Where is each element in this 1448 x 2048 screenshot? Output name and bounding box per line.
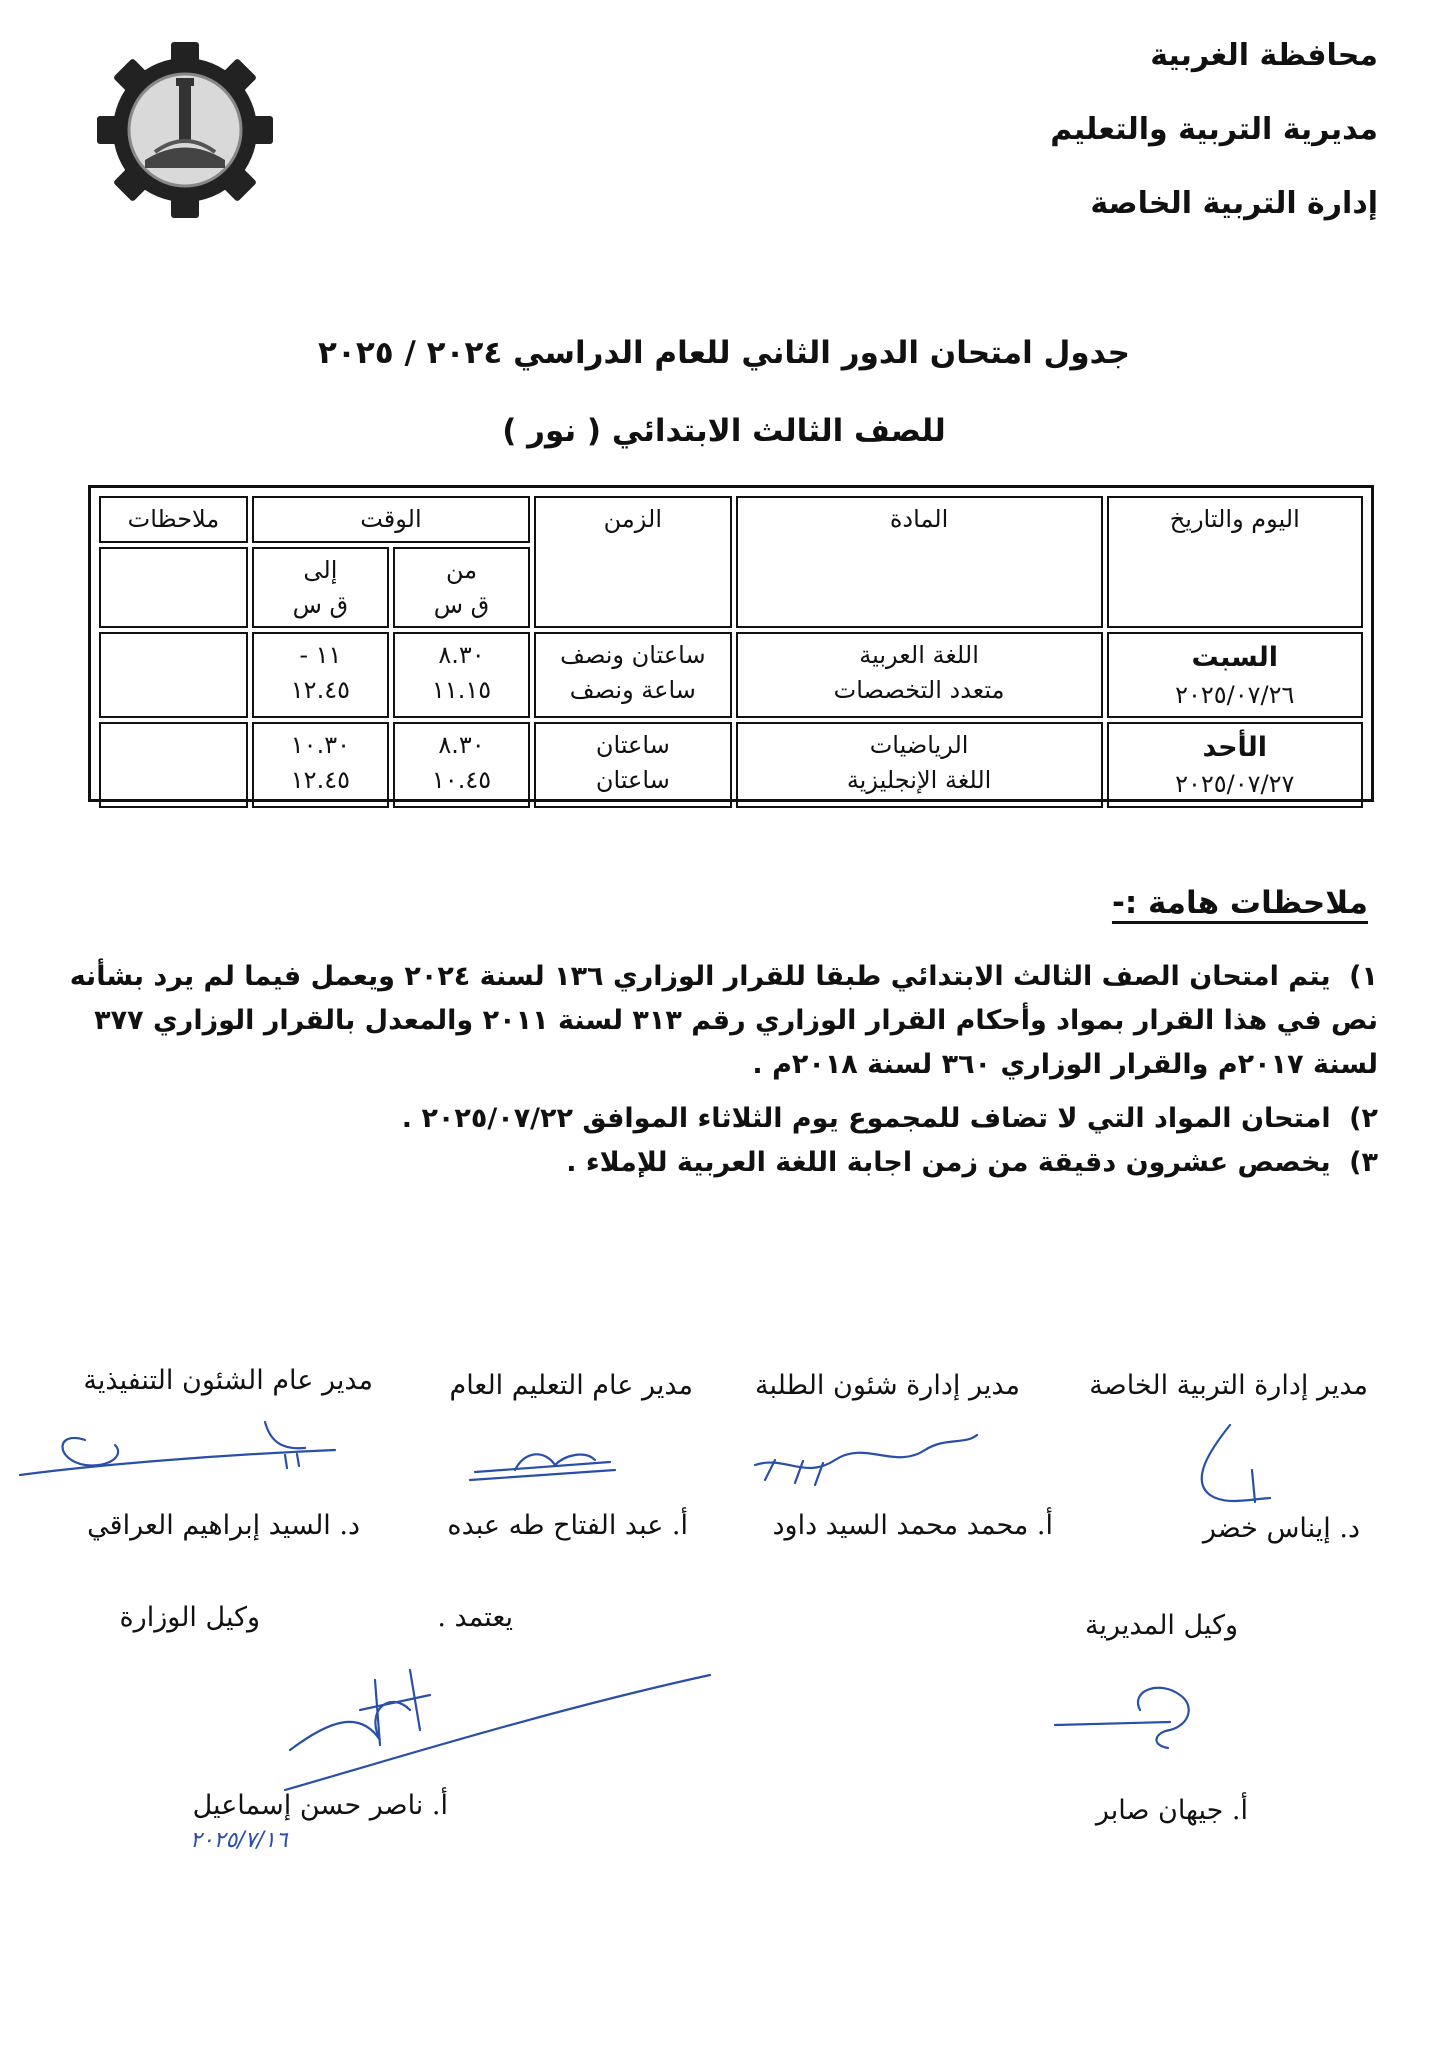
header-notes-blank [99, 547, 248, 629]
row1-notes [99, 632, 248, 718]
row2-day: الأحد [1202, 732, 1268, 764]
note-text: يخصص عشرون دقيقة من زمن اجابة اللغة العربية للإملاء . [566, 1147, 1331, 1178]
signatory-1-title: مدير إدارة التربية الخاصة [1089, 1370, 1368, 1401]
row1-to2: ١٢.٤٥ [290, 676, 350, 705]
row2-day-date [1107, 722, 1363, 808]
row1-from [393, 632, 530, 718]
important-notes-title: ملاحظات هامة :- [1111, 885, 1368, 921]
header-to [252, 547, 389, 629]
header-notes: ملاحظات [99, 496, 248, 543]
row1-day-date [1107, 632, 1363, 718]
signatory-3-title: مدير عام التعليم العام [449, 1370, 693, 1401]
header-to-unit: ق س [292, 590, 349, 619]
minister-signature-mark [270, 1650, 720, 1800]
governorate-name: محافظة الغربية [1150, 38, 1378, 73]
table-row [99, 722, 1363, 808]
ministry-deputy-name: أ. ناصر حسن إسماعيل [192, 1790, 448, 1821]
row1-subject1: اللغة العربية [859, 641, 979, 670]
note-number: ١) [1349, 961, 1378, 992]
header-from [393, 547, 530, 629]
signatory-2-title: مدير إدارة شئون الطلبة [755, 1370, 1020, 1401]
note-text: يتم امتحان الصف الثالث الابتدائي طبقا للقرار الوزاري ١٣٦ لسنة ٢٠٢٤ ويعمل فيما لم يرد بشأنه نص في هذا القرار بمواد وأحكام القرار الوزاري رقم ٣١٣ لسنة ٢٠١١ والمعدل بالقرار الوزاري ٣٧٧ لسنة ٢٠١٧م والقرار الوزاري ٣٦٠ لسنة ٢٠١٨م . [69, 961, 1378, 1080]
signatory-4-title: مدير عام الشئون التنفيذية [83, 1365, 373, 1396]
gear-emblem-icon [95, 40, 275, 220]
signatory-2-name: أ. محمد محمد السيد داود [772, 1510, 1053, 1541]
note-item-3 [58, 1141, 1378, 1185]
document-subtitle: للصف الثالث الابتدائي ( نور ) [502, 413, 946, 449]
row1-from1: ٨.٣٠ [438, 641, 485, 670]
directorate-name: مديرية التربية والتعليم [1050, 112, 1378, 147]
note-number: ٣) [1349, 1147, 1378, 1178]
row2-duration1: ساعتان [595, 731, 670, 760]
deputy-signature-mark [1050, 1670, 1220, 1750]
deputy-directorate-name: أ. جيهان صابر [1095, 1795, 1248, 1826]
row1-to1: ١١ - [299, 641, 342, 670]
row2-from [393, 722, 530, 808]
row2-from1: ٨.٣٠ [438, 731, 485, 760]
document-title: جدول امتحان الدور الثاني للعام الدراسي ٢٠٢٤ / ٢٠٢٥ [318, 335, 1130, 371]
row2-notes [99, 722, 248, 808]
row2-durations [534, 722, 732, 808]
row2-to2: ١٢.٤٥ [290, 766, 350, 795]
row2-to [252, 722, 389, 808]
header-day-date: اليوم والتاريخ [1107, 496, 1363, 628]
signature-1-mark [1170, 1420, 1280, 1510]
deputy-directorate-title: وكيل المديرية [1085, 1610, 1238, 1641]
signature-4-mark [15, 1410, 345, 1480]
header-duration: الزمن [534, 496, 732, 628]
signature-3-mark [465, 1440, 625, 1490]
governorate-logo [95, 40, 275, 220]
administration-name: إدارة التربية الخاصة [1090, 186, 1378, 221]
table-header-row [99, 496, 1363, 543]
table-row [99, 632, 1363, 718]
note-text: امتحان المواد التي لا تضاف للمجموع يوم الثلاثاء الموافق ٢٠٢٥/٠٧/٢٢ . [401, 1103, 1331, 1134]
row1-durations [534, 632, 732, 718]
row2-subject2: اللغة الإنجليزية [846, 766, 992, 795]
row2-to1: ١٠.٣٠ [290, 731, 350, 760]
approval-label: يعتمد . [437, 1602, 513, 1633]
note-item-2 [58, 1097, 1378, 1141]
signature-2-mark [745, 1425, 985, 1495]
note-number: ٢) [1349, 1103, 1378, 1134]
row1-duration1: ساعتان ونصف [560, 641, 706, 670]
row1-duration2: ساعة ونصف [569, 676, 696, 705]
note-item-1 [58, 955, 1378, 1087]
signatory-1-name: د. إيناس خضر [1202, 1513, 1360, 1544]
row1-day: السبت [1191, 642, 1278, 674]
handwritten-approval-date: ٢٠٢٥/٧/١٦ [190, 1828, 288, 1853]
signatory-3-name: أ. عبد الفتاح طه عبده [447, 1510, 688, 1541]
row1-subjects [736, 632, 1103, 718]
row1-to [252, 632, 389, 718]
row1-from2: ١١.١٥ [431, 676, 492, 705]
row2-duration2: ساعتان [595, 766, 670, 795]
row2-date: ٢٠٢٥/٠٧/٢٧ [1175, 770, 1295, 799]
header-from-label: من [445, 555, 478, 584]
row2-subjects [736, 722, 1103, 808]
signatory-4-name: د. السيد إبراهيم العراقي [87, 1510, 360, 1541]
exam-schedule-table [88, 485, 1374, 802]
row1-date: ٢٠٢٥/٠٧/٢٦ [1175, 680, 1295, 709]
header-from-unit: ق س [433, 590, 490, 619]
header-time: الوقت [252, 496, 530, 543]
header-subject: المادة [736, 496, 1103, 628]
ministry-deputy-title: وكيل الوزارة [119, 1602, 260, 1633]
row1-subject2: متعدد التخصصات [833, 676, 1005, 705]
row2-subject1: الرياضيات [869, 731, 969, 760]
row2-from2: ١٠.٤٥ [431, 766, 492, 795]
header-to-label: إلى [303, 555, 338, 584]
